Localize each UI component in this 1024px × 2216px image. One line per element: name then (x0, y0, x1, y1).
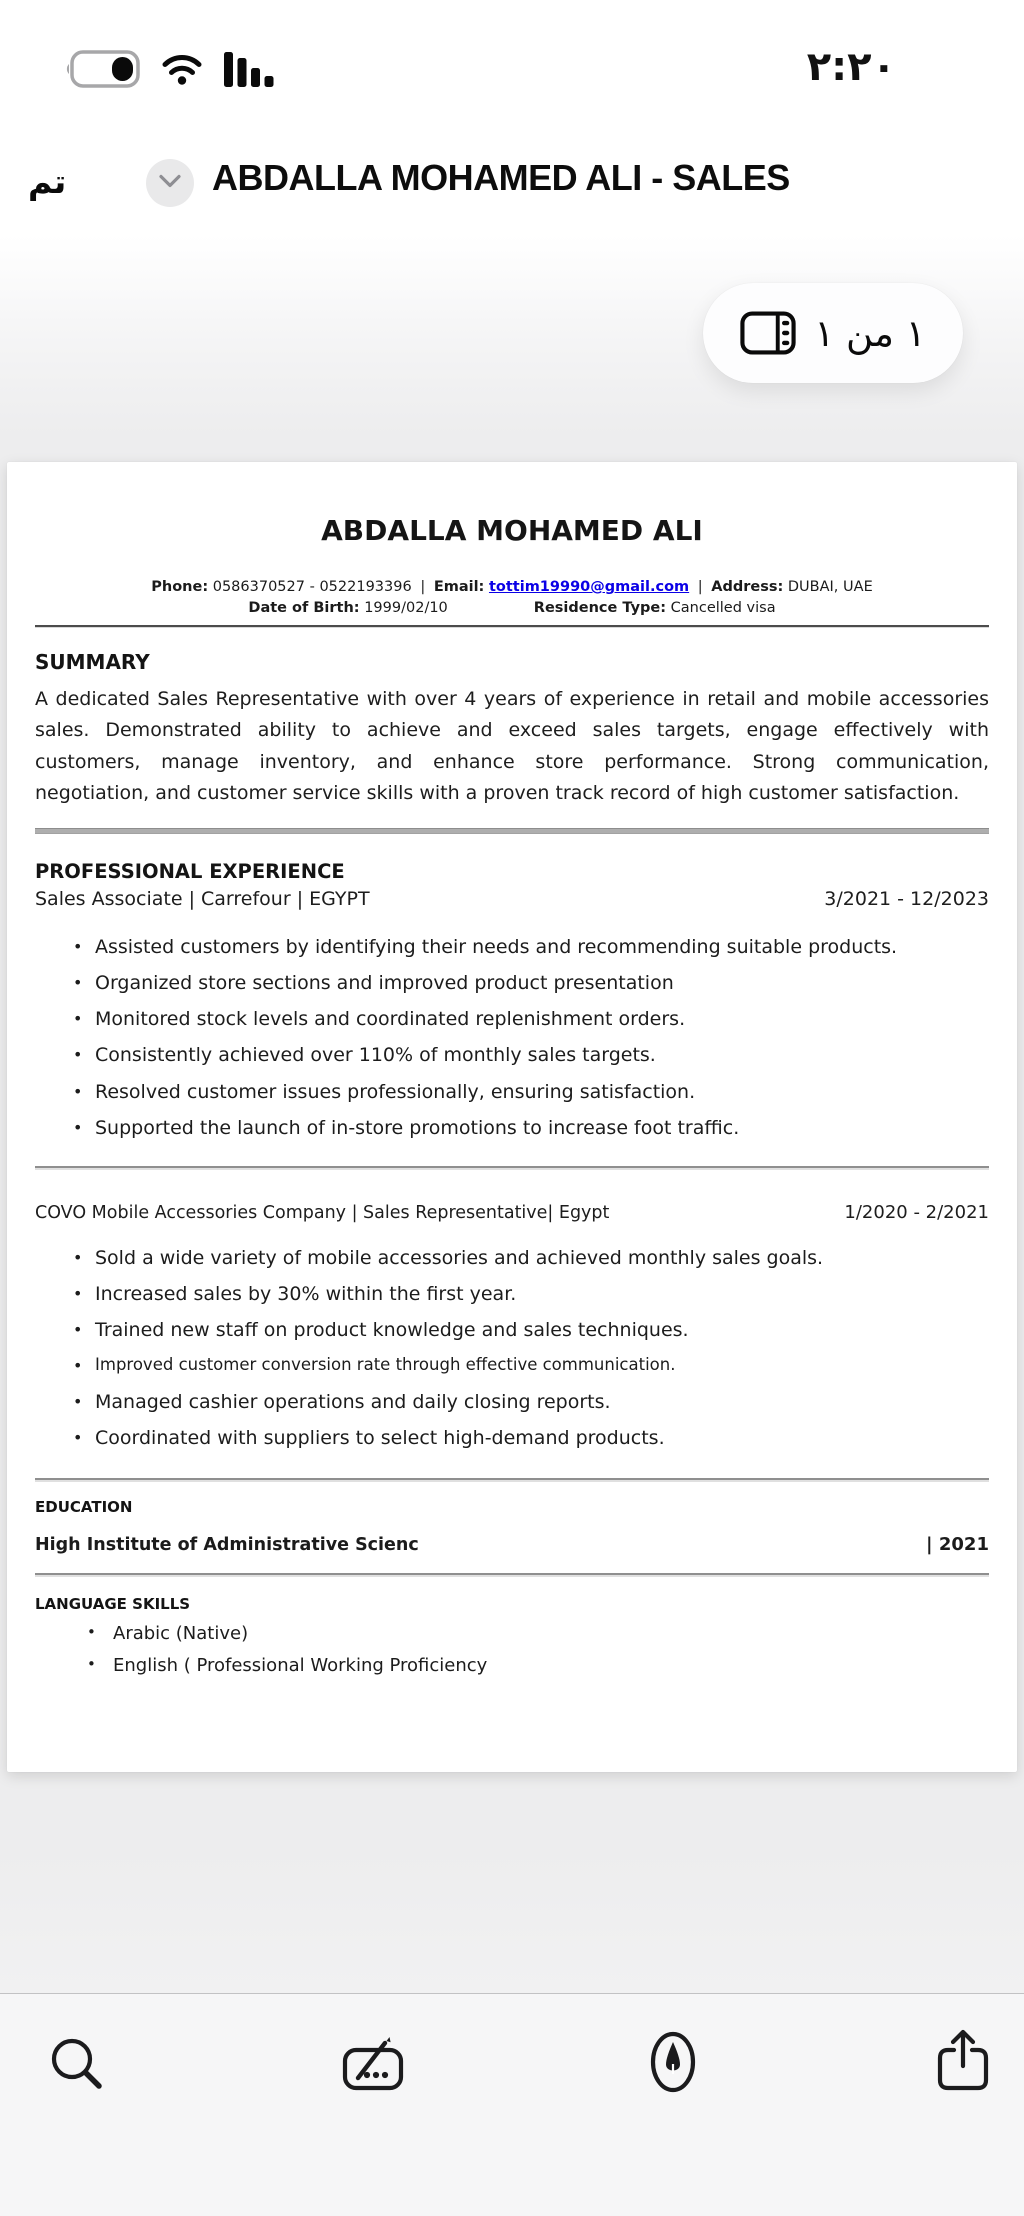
job-bullet-list-1 (35, 936, 989, 1140)
list-item: • Trained new staff on product knowledge and sales techniques. (35, 1319, 989, 1342)
phone-value: 0586370527 - 0522193396 (212, 579, 412, 595)
education-heading: EDUCATION (35, 1497, 133, 1516)
education-bottom-divider (35, 1573, 989, 1577)
phone-label: Phone: (151, 579, 209, 595)
status-time: ٢:٢٠ (806, 44, 896, 90)
signature-markup-button[interactable] (342, 2034, 408, 2097)
list-item: • Monitored stock levels and coordinated replenishment orders. (35, 1008, 989, 1031)
email-label: Email: (433, 579, 485, 595)
page-count-label: ١ من ١ (814, 311, 926, 355)
header-divider (35, 625, 989, 628)
title-menu-button[interactable] (146, 159, 194, 207)
list-item: • Sold a wide variety of mobile accessories and achieved monthly sales goals. (35, 1247, 989, 1270)
chevron-down-icon (159, 174, 181, 193)
contact-line-2 (35, 600, 989, 616)
education-year: | 2021 (926, 1533, 989, 1555)
job-dates-1: 3/2021 - 12/2023 (824, 887, 989, 910)
page-thumbnail-icon (740, 311, 796, 355)
education-top-divider (35, 1478, 989, 1482)
job-dates-2: 1/2020 - 2/2021 (844, 1201, 989, 1223)
list-item: • Arabic (Native) (35, 1623, 989, 1644)
page-count-pill[interactable] (703, 283, 963, 383)
list-item: • Assisted customers by identifying their needs and recommending suitable products. (35, 936, 989, 959)
dob-value: 1999/02/10 (364, 599, 448, 616)
contact-line-1 (35, 577, 989, 599)
separator: | (697, 579, 703, 595)
done-button[interactable]: تم (28, 162, 67, 201)
signature-icon (342, 2079, 408, 2096)
markup-pen-button[interactable] (648, 2030, 698, 2099)
address-label: Address: (711, 579, 784, 595)
battery-icon (64, 50, 140, 93)
wifi-icon (161, 53, 203, 90)
experience-heading: PROFESSIONAL EXPERIENCE (35, 859, 345, 883)
education-row (35, 1534, 989, 1555)
summary-text: A dedicated Sales Representative with over 4 years of experience in retail and mobile accessories sales. Demonstrated ability to achieve and exceed sales targets, engage effectively with customers, manage inventory, and enhance store performance. Strong communication, negotiation, and customer service skills with a proven track record of high customer satisfaction. (35, 687, 989, 805)
list-item: • English ( Professional Working Proficiency (35, 1655, 989, 1676)
address-value: DUBAI, UAE (787, 579, 873, 595)
list-item: • Increased sales by 30% within the first year. (35, 1283, 989, 1306)
job-header-1 (35, 888, 989, 910)
dob-label: Date of Birth: (248, 599, 360, 616)
summary-divider (35, 828, 989, 834)
nav-bar (0, 150, 1024, 222)
job-divider (35, 1166, 989, 1170)
share-button[interactable] (936, 2028, 990, 2097)
bottom-toolbar (0, 1993, 1024, 2216)
search-button[interactable] (47, 2034, 105, 2097)
list-item: • Consistently achieved over 110% of monthly sales targets. (35, 1044, 989, 1067)
education-school: High Institute of Administrative Scienc (35, 1534, 419, 1555)
status-icons (64, 50, 276, 93)
list-item: • Supported the launch of in-store promotions to increase foot traffic. (35, 1117, 989, 1140)
separator: | (420, 579, 426, 595)
list-item: • Resolved customer issues professionally, ensuring satisfaction. (35, 1081, 989, 1104)
document-title: ABDALLA MOHAMED ALI - SALES (212, 157, 790, 198)
list-item: • Managed cashier operations and daily closing reports. (35, 1391, 989, 1414)
resume-name: ABDALLA MOHAMED ALI (321, 514, 703, 547)
document-page (7, 462, 1017, 1772)
list-item: • Coordinated with suppliers to select high-demand products. (35, 1427, 989, 1450)
cellular-bars-icon (224, 51, 276, 92)
list-item: • Organized store sections and improved product presentation (35, 972, 989, 995)
share-icon (936, 2079, 990, 2096)
status-bar (0, 44, 1024, 94)
job-title-1: Sales Associate | Carrefour | EGYPT (35, 887, 370, 910)
job-title-2: COVO Mobile Accessories Company | Sales Representative| Egypt (35, 1202, 610, 1223)
job-bullet-list-2 (35, 1247, 989, 1450)
residence-label: Residence Type: (533, 599, 667, 616)
languages-heading: LANGUAGE SKILLS (35, 1594, 191, 1613)
email-link[interactable]: tottim19990@gmail.com (488, 579, 690, 595)
language-list (35, 1623, 989, 1676)
residence-value: Cancelled visa (670, 599, 776, 616)
search-icon (47, 2079, 105, 2096)
residence-group (534, 600, 776, 616)
summary-heading: SUMMARY (35, 649, 150, 674)
dob-group (248, 600, 447, 616)
job-header-2 (35, 1202, 989, 1223)
list-item: • Improved customer conversion rate through effective communication. (35, 1355, 989, 1375)
markup-pen-icon (648, 2081, 698, 2098)
